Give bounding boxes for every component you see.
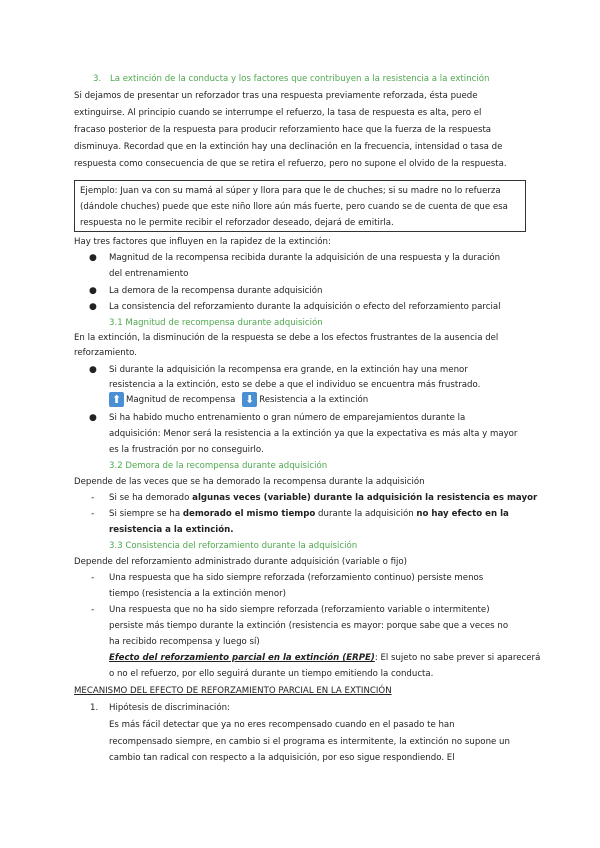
erpe-text: : El sujeto no sabe prever si aparecerá	[374, 653, 541, 663]
bullet-icon: ●	[89, 253, 97, 263]
bullet-line: adquisición: Menor será la resistencia a la extinción ya que la expectativa es más alta y mayor	[109, 429, 518, 439]
dash-line	[109, 490, 537, 507]
example-line: respuesta no le permite recibir el reforzador deseado, dejará de emitirla.	[80, 218, 394, 228]
bullet-icon: ●	[89, 302, 97, 312]
factor-item: La demora de la recompensa durante adquisición	[109, 286, 323, 296]
dash-icon: -	[91, 573, 95, 583]
dash-icon: -	[91, 509, 95, 519]
intro-line: fracaso posterior de la respuesta para producir reforzamiento hace que la fuerza de la respuesta	[74, 125, 492, 135]
factors-intro: Hay tres factores que influyen en la rapidez de la extinción:	[74, 237, 331, 247]
text-run: Si se ha demorado	[109, 493, 193, 503]
dash-icon: -	[91, 605, 95, 615]
section-heading	[93, 71, 489, 88]
mechanism-line: Es más fácil detectar que ya no eres recompensado cuando en el pasado te han	[109, 720, 455, 730]
dash-line-cont: resistencia a la extinción.	[109, 525, 234, 535]
bullet-line: Si durante la adquisición la recompensa era grande, en la extinción hay una menor	[109, 365, 468, 375]
text-run: durante la adquisición	[315, 509, 417, 519]
subsection-title-3-1: 3.1 Magnitud de recompensa durante adquisición	[109, 318, 323, 328]
dash-line-cont: ha recibido recompensa y luego sí)	[109, 637, 260, 647]
mechanism-title: MECANISMO DEL EFECTO DE REFORZAMIENTO PARCIAL EN LA EXTINCIÓN	[74, 686, 392, 696]
paragraph-line: Depende de las veces que se ha demorado la recompensa durante la adquisición	[74, 477, 425, 487]
bullet-icon: ●	[89, 286, 97, 296]
text-run-bold: no hay efecto en la	[416, 509, 509, 519]
paragraph-line: En la extinción, la disminución de la respuesta se debe a los efectos frustrantes de la ausencia del	[74, 333, 499, 343]
paragraph-line: reforzamiento.	[74, 348, 137, 358]
erpe-line-cont: o no el refuerzo, por ello seguirá durante un tiempo emitiendo la conducta.	[109, 669, 434, 679]
up-label: Magnitud de recompensa	[126, 395, 236, 405]
text-run: Si siempre se ha	[109, 509, 183, 519]
mechanism-item-title: Hipótesis de discriminación:	[109, 703, 230, 713]
factor-item-cont: del entrenamiento	[109, 269, 189, 279]
mechanism-line: recompensado siempre, en cambio si el programa es intermitente, la extinción no supone un	[109, 737, 510, 747]
bullet-line: Si ha habido mucho entrenamiento o gran número de emparejamientos durante la	[109, 413, 466, 423]
down-arrow-icon: ⬇	[242, 392, 257, 407]
bullet-line: es la frustración por no conseguirlo.	[109, 445, 264, 455]
factor-item: La consistencia del reforzamiento durante la adquisición o efecto del reforzamiento parcial	[109, 302, 501, 312]
bullet-line: resistencia a la extinción, esto se debe a que el individuo se encuentra más frustrado.	[109, 380, 481, 390]
bullet-icon: ●	[89, 365, 97, 375]
intro-line: Si dejamos de presentar un reforzador tras una respuesta previamente reforzada, ésta puede	[74, 91, 478, 101]
dash-line-cont: tiempo (resistencia a la extinción menor)	[109, 589, 287, 599]
intro-line: extinguirse. Al principio cuando se interrumpe el refuerzo, la tasa de respuesta es alta, pero el	[74, 108, 482, 118]
paragraph-line: Depende del reforzamiento administrado durante adquisición (variable o fijo)	[74, 557, 408, 567]
dash-line: Una respuesta que no ha sido siempre reforzada (reforzamiento variable o intermitente)	[109, 605, 490, 615]
factor-item: Magnitud de la recompensa recibida durante la adquisición de una respuesta y la duración	[109, 253, 501, 263]
intro-line: disminuya. Recordad que en la extinción hay una declinación en la frecuencia, intensidad o tasa de	[74, 142, 503, 152]
mechanism-line: cambio tan radical con respecto a la adquisición, por eso sigue respondiendo. El	[109, 753, 455, 763]
dash-line-cont: persiste más tiempo durante la extinción (resistencia es mayor: porque sabe que a veces no	[109, 621, 509, 631]
mechanism-item-number: 1.	[90, 703, 99, 713]
dash-line	[109, 506, 509, 523]
up-arrow-icon: ⬆	[109, 392, 124, 407]
text-run-bold: demorado el mismo tiempo	[182, 509, 316, 519]
erpe-line	[109, 650, 540, 667]
subsection-title-3-2: 3.2 Demora de la recompensa durante adquisición	[109, 461, 328, 471]
text-run-bold: algunas veces (variable)	[192, 493, 311, 503]
heading-title: La extinción de la conducta y los factores que contribuyen a la resistencia a la extinción	[109, 74, 490, 84]
arrow-relation	[109, 392, 368, 409]
text-run-bold: durante la adquisición	[310, 493, 423, 503]
example-line: (dándole chuches) puede que este niño llore aún más fuerte, pero cuando se de cuenta de que esa	[80, 202, 508, 212]
intro-line: respuesta como consecuencia de que se retira el refuerzo, pero no supone el olvido de la respuesta.	[74, 159, 507, 169]
text-run-bold: la resistencia es mayor	[422, 493, 538, 503]
example-line: Ejemplo: Juan va con su mamá al súper y llora para que le de chuches; si su madre no lo refuerza	[80, 186, 501, 196]
dash-line: Una respuesta que ha sido siempre reforzada (reforzamiento continuo) persiste menos	[109, 573, 484, 583]
down-label: Resistencia a la extinción	[259, 395, 369, 405]
dash-icon: -	[91, 493, 95, 503]
subsection-title-3-3: 3.3 Consistencia del reforzamiento durante la adquisición	[109, 541, 358, 551]
heading-number: 3.	[93, 74, 102, 84]
erpe-label: Efecto del reforzamiento parcial en la extinción (ERPE)	[109, 653, 375, 663]
bullet-icon: ●	[89, 413, 97, 423]
